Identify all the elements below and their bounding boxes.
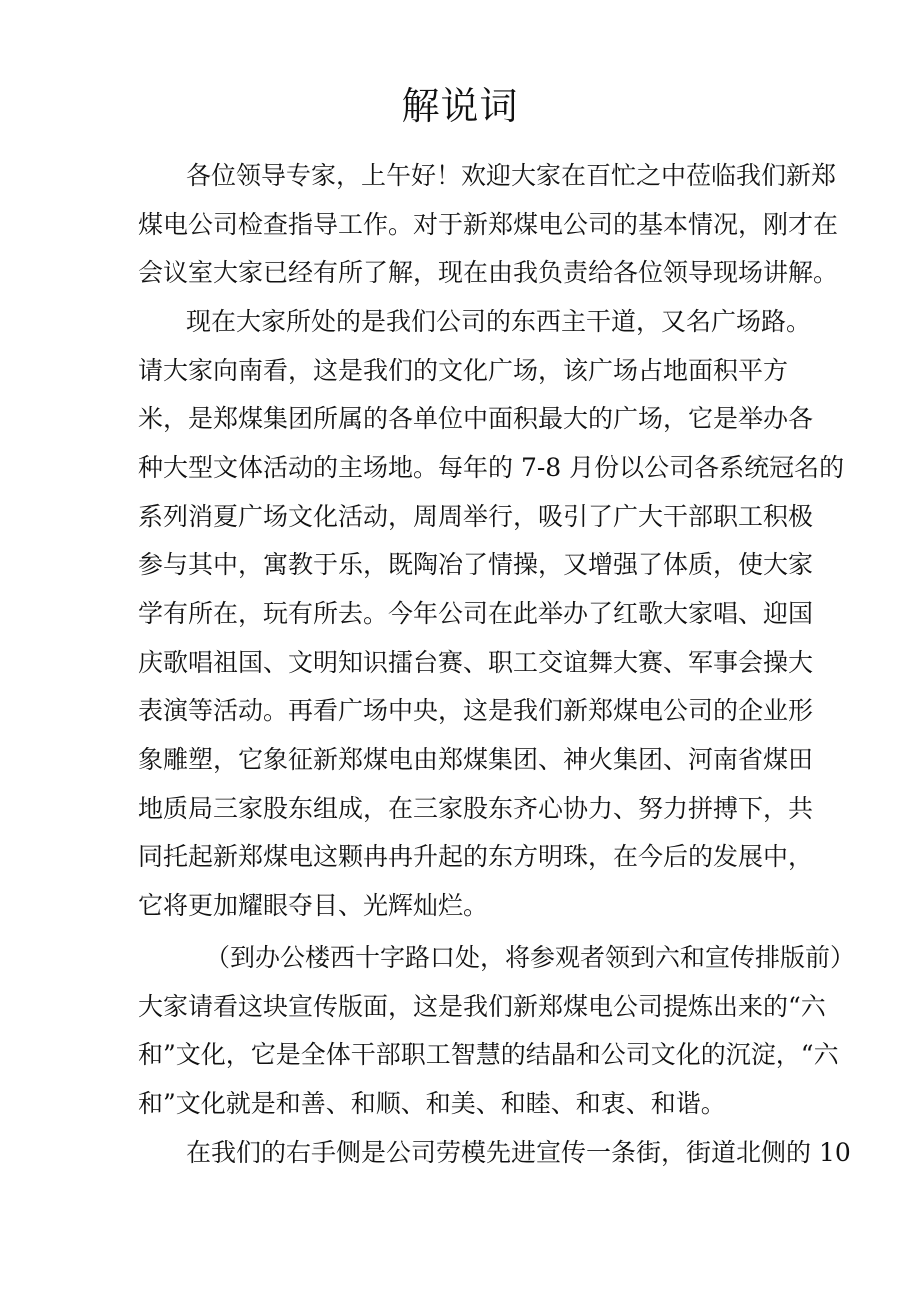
text-line: 和”文化就是和善、和顺、和美、和睦、和衷、和谐。 — [138, 1089, 726, 1118]
text-line: （到办公楼西十字路口处，将参观者领到六和宣传排版前） — [205, 943, 856, 972]
text-line: 地质局三家股东组成，在三家股东齐心协力、努力拼搏下，共 — [138, 794, 814, 823]
text-line: 现在大家所处的是我们公司的东西主干道，又名广场路。 — [186, 307, 812, 336]
text-line: 和”文化，它是全体干部职工智慧的结晶和公司文化的沉淀，“六 — [138, 1040, 839, 1069]
text-line: 参与其中，寓教于乐，既陶冶了情操，又增强了体质，使大家 — [138, 550, 814, 579]
text-line: 会议室大家已经有所了解，现在由我负责给各位领导现场讲解。 — [138, 258, 839, 287]
text-line: 米，是郑煤集团所属的各单位中面积最大的广场，它是举办各 — [138, 404, 814, 433]
text-line: 象雕塑，它象征新郑煤电由郑煤集团、神火集团、河南省煤田 — [138, 745, 814, 774]
text-line: 学有所在，玩有所去。今年公司在此举办了红歌大家唱、迎国 — [138, 599, 814, 628]
text-line: 煤电公司检查指导工作。对于新郑煤电公司的基本情况，刚才在 — [138, 210, 839, 239]
text-line: 同托起新郑煤电这颗冉冉升起的东方明珠，在今后的发展中， — [138, 842, 814, 871]
text-line: 各位领导专家，上午好！欢迎大家在百忙之中莅临我们新郑 — [186, 161, 837, 190]
text-line: 庆歌唱祖国、文明知识擂台赛、职工交谊舞大赛、军事会操大 — [138, 648, 814, 677]
text-line: 系列消夏广场文化活动，周周举行，吸引了广大干部职工积极 — [138, 502, 814, 531]
text-line: 它将更加耀眼夺目、光辉灿烂。 — [138, 891, 489, 920]
page-title: 解说词 — [401, 84, 519, 128]
text-line: 种大型文体活动的主场地。每年的 7-8 月份以公司各系统冠名的 — [138, 453, 845, 482]
text-line: 表演等活动。再看广场中央，这是我们新郑煤电公司的企业形 — [138, 696, 814, 725]
text-line: 在我们的右手侧是公司劳模先进宣传一条街，街道北侧的 10 — [186, 1138, 851, 1167]
text-line: 大家请看这块宣传版面，这是我们新郑煤电公司提炼出来的“六 — [138, 992, 826, 1021]
text-line: 请大家向南看，这是我们的文化广场，该广场占地面积平方 — [138, 356, 789, 385]
